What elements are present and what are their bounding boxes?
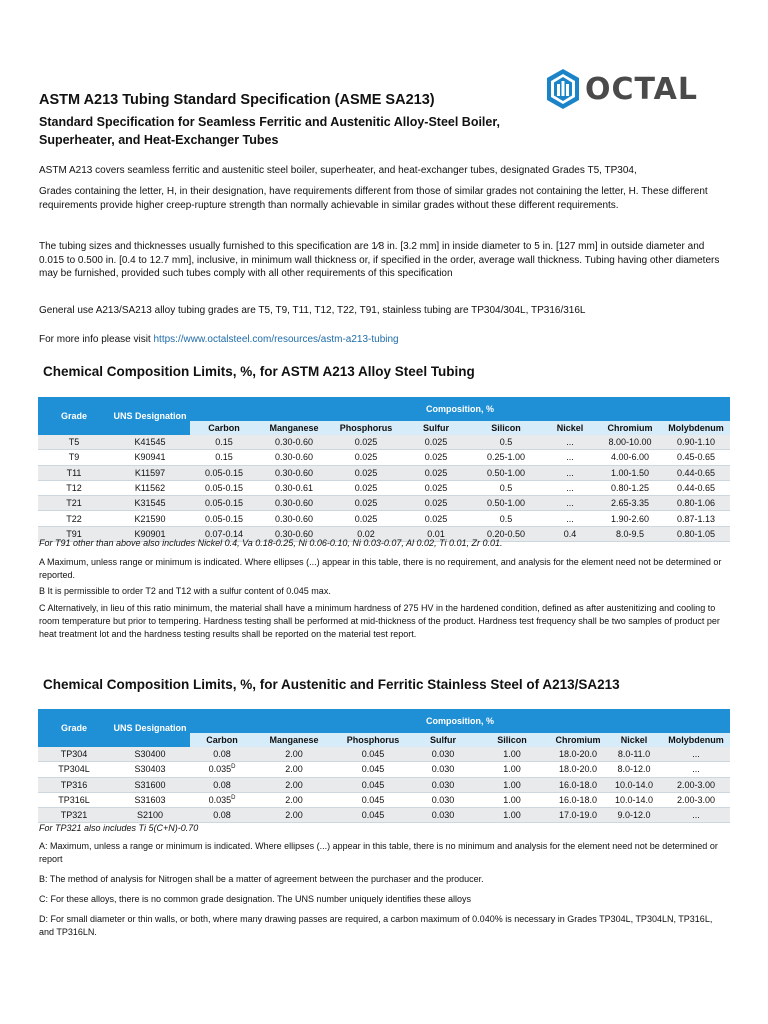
table-cell-p — [334, 747, 412, 762]
table-cell-grade — [38, 792, 110, 807]
table-cell-si — [470, 435, 542, 450]
cell-value: ... — [692, 810, 700, 821]
table-cell-mo — [662, 465, 730, 480]
table-cell-uns — [110, 792, 190, 807]
cell-value: 0.025 — [424, 437, 448, 448]
table-cell-cr — [550, 762, 606, 777]
table-cell-c — [190, 496, 258, 511]
cell-value: 0.045 — [361, 795, 385, 806]
table-cell-si — [470, 465, 542, 480]
intro-paragraph-4: General use A213/SA213 alloy tubing grades are T5, T9, T11, T12, T22, T91, stainless tubing are TP304/304L, TP316/316L — [39, 305, 586, 316]
cell-value: 0.20-0.50 — [486, 528, 526, 539]
cell-value: S31600 — [134, 779, 166, 790]
cell-value: 0.025 — [424, 498, 448, 509]
table-cell-si — [474, 777, 550, 792]
table-cell-si — [470, 496, 542, 511]
table-cell-p — [334, 762, 412, 777]
column-header: Phosphorus — [330, 421, 402, 435]
table-row — [38, 465, 730, 480]
table-cell-p — [334, 808, 412, 823]
column-header: Sulfur — [412, 733, 474, 747]
cell-value: 0.5 — [499, 437, 513, 448]
cell-value: 0.030 — [431, 795, 455, 806]
cell-value: 0.87-1.13 — [676, 513, 716, 524]
table-cell-p — [330, 435, 402, 450]
table-cell-uns — [110, 762, 190, 777]
cell-value: 17.0-19.0 — [558, 810, 598, 821]
table-cell-cr — [598, 511, 662, 526]
cell-value: 2.00-3.00 — [676, 779, 716, 790]
column-header: Chromium — [550, 733, 606, 747]
table-cell-ni — [606, 762, 662, 777]
table-cell-c — [190, 450, 258, 465]
table-cell-si — [470, 480, 542, 495]
table-cell-mn — [258, 435, 330, 450]
cell-value: TP304 — [60, 749, 88, 760]
cell-value: 0.08 — [213, 749, 231, 760]
cell-value: 0.25-1.00 — [486, 452, 526, 463]
cell-value: 0.05-0.15 — [204, 498, 244, 509]
intro-paragraph-1: ASTM A213 covers seamless ferritic and austenitic steel boiler, superheater, and heat-exchanger tubes, designated Grades T5, TP304, — [39, 165, 637, 176]
cell-value: 0.025 — [354, 437, 378, 448]
cell-value: ... — [692, 749, 700, 760]
table-cell-s — [412, 762, 474, 777]
cell-value: 0.05-0.15 — [204, 513, 244, 524]
grade-header: Grade — [38, 397, 110, 435]
cell-value: T11 — [66, 467, 82, 478]
table-cell-p — [330, 496, 402, 511]
cell-value: 8.0-9.5 — [615, 528, 645, 539]
table-cell-s — [402, 435, 470, 450]
table-cell-mn — [254, 777, 334, 792]
octal-logo-icon — [545, 68, 581, 110]
table-cell-si — [470, 511, 542, 526]
table-cell-mn — [254, 762, 334, 777]
table-cell-ni — [606, 777, 662, 792]
section-2-note-c: C: For these alloys, there is no common grade designation. The UNS number uniquely identifies these alloys — [39, 894, 472, 904]
cell-value: 0.02 — [357, 528, 375, 539]
table-cell-cr — [598, 450, 662, 465]
cell-value: 0.4 — [563, 528, 577, 539]
cell-value: 1.00 — [503, 779, 521, 790]
composition-header: Composition, % — [190, 709, 730, 733]
table-cell-p — [334, 792, 412, 807]
table-cell-s — [402, 465, 470, 480]
cell-value: 0.045 — [361, 810, 385, 821]
cell-value: 0.030 — [431, 779, 455, 790]
table-cell-p — [334, 777, 412, 792]
cell-value: 2.00 — [285, 795, 303, 806]
cell-value: 1.00 — [503, 810, 521, 821]
table-cell-si — [474, 808, 550, 823]
table-row — [38, 762, 730, 777]
column-header: Sulfur — [402, 421, 470, 435]
table-cell-grade — [38, 465, 110, 480]
cell-value: 8.00-10.00 — [608, 437, 652, 448]
cell-value: K31545 — [134, 498, 166, 509]
table-cell-s — [402, 511, 470, 526]
cell-value: 0.030 — [431, 749, 455, 760]
table-cell-mn — [254, 792, 334, 807]
table-cell-s — [412, 777, 474, 792]
cell-value: 10.0-14.0 — [614, 779, 654, 790]
cell-value: 0.50-1.00 — [486, 498, 526, 509]
cell-value: 0.025 — [424, 483, 448, 494]
table-cell-mn — [258, 465, 330, 480]
table-cell-s — [402, 496, 470, 511]
stainless-composition-table — [38, 709, 730, 823]
cell-value: 0.030 — [431, 764, 455, 775]
cell-value: 0.05-0.15 — [204, 467, 244, 478]
table-cell-ni — [606, 808, 662, 823]
cell-value: 0.08 — [213, 779, 231, 790]
section-2-note-d: D: For small diameter or thin walls, or both, where many drawing passes are required, a carbon maximum of 0.040% is necessary in Grades TP304L, TP304LN, TP316L, and TP316LN. — [39, 914, 713, 937]
cell-value: 0.90-1.10 — [676, 437, 716, 448]
table-cell-mo — [662, 450, 730, 465]
intro-paragraph-2: Grades containing the letter, H, in their designation, have requirements different from those of similar grades not containing the letter, H. These different requirements provide higher creep-rupture strength than normally achievable in similar grades without these different requirements. — [39, 186, 708, 211]
table-cell-c — [190, 792, 254, 807]
table-cell-mn — [258, 511, 330, 526]
column-header: Carbon — [190, 733, 254, 747]
cell-value: 8.0-12.0 — [617, 764, 651, 775]
cell-value: 2.00 — [285, 764, 303, 775]
table-cell-cr — [550, 747, 606, 762]
cell-value: 0.80-1.05 — [676, 528, 716, 539]
cell-value: 0.30-0.60 — [274, 437, 314, 448]
cell-value: 0.035 — [208, 764, 232, 775]
cell-value: 0.01 — [427, 528, 445, 539]
cell-value: ... — [566, 498, 574, 509]
table-cell-uns — [110, 450, 190, 465]
cell-value: ... — [566, 483, 574, 494]
table-cell-cr — [598, 435, 662, 450]
table-cell-cr — [598, 480, 662, 495]
cell-value: TP321 — [60, 810, 88, 821]
cell-value: 0.5 — [499, 483, 513, 494]
table-row — [38, 496, 730, 511]
cell-value: ... — [566, 513, 574, 524]
cell-value: TP304L — [58, 764, 90, 775]
intro-paragraph-3: The tubing sizes and thicknesses usually furnished to this specification are 1⁄8 in. [3.2 mm] in inside diameter to 5 in. [127 mm] in outside diameter and 0.015 to 0.500 in. [0.4 to 12.7 mm], inclusive, in minimum wall thickness or, if specified in the order, average wall thickness. Tubing having other diameters may be furnished, provided such tubes comply with all other requirements of this specification — [39, 241, 720, 279]
cell-value: 0.80-1.25 — [610, 483, 650, 494]
cell-value: ... — [692, 764, 700, 775]
cell-value: 0.030 — [431, 810, 455, 821]
table-row — [38, 480, 730, 495]
page-title: ASTM A213 Tubing Standard Specification (ASME SA213) — [39, 92, 435, 108]
column-header: Silicon — [470, 421, 542, 435]
table-cell-mo — [662, 511, 730, 526]
cell-value: 10.0-14.0 — [614, 795, 654, 806]
table-cell-grade — [38, 808, 110, 823]
cell-value: 0.30-0.60 — [274, 528, 314, 539]
table-cell-cr — [550, 777, 606, 792]
cell-value: 0.08 — [213, 810, 231, 821]
table-cell-mn — [258, 480, 330, 495]
table-cell-s — [412, 747, 474, 762]
cell-value: T5 — [68, 437, 80, 448]
cell-value: 2.00 — [285, 749, 303, 760]
cell-value: 2.00-3.00 — [676, 795, 716, 806]
cell-value: ... — [566, 467, 574, 478]
table-row — [38, 777, 730, 792]
table-cell-si — [474, 762, 550, 777]
cell-value: 0.025 — [354, 513, 378, 524]
column-header: Silicon — [474, 733, 550, 747]
table-cell-ni — [542, 450, 598, 465]
cell-value: 9.0-12.0 — [617, 810, 651, 821]
table-cell-mo — [662, 792, 730, 807]
table-cell-uns — [110, 465, 190, 480]
cell-value: 0.025 — [354, 498, 378, 509]
cell-value: T12 — [66, 483, 82, 494]
column-header: Molybdenum — [662, 421, 730, 435]
cell-value: 0.045 — [361, 764, 385, 775]
table-cell-p — [330, 480, 402, 495]
table-cell-grade — [38, 762, 110, 777]
more-info-link[interactable]: https://www.octalsteel.com/resources/astm-a213-tubing — [153, 334, 399, 345]
table-cell-uns — [110, 777, 190, 792]
cell-value: 0.025 — [424, 513, 448, 524]
table-cell-si — [474, 792, 550, 807]
cell-value: S31603 — [134, 795, 166, 806]
composition-header: Composition, % — [190, 397, 730, 421]
table-cell-c — [190, 808, 254, 823]
column-header: Nickel — [606, 733, 662, 747]
cell-value: 8.0-11.0 — [617, 749, 651, 760]
column-header: Chromium — [598, 421, 662, 435]
cell-value: T22 — [66, 513, 82, 524]
cell-value: T21 — [66, 498, 82, 509]
cell-value: 0.045 — [361, 779, 385, 790]
cell-value: 2.00 — [285, 779, 303, 790]
table-cell-s — [412, 808, 474, 823]
cell-value: K90941 — [134, 452, 166, 463]
table-cell-c — [190, 511, 258, 526]
table-cell-uns — [110, 808, 190, 823]
table-cell-mo — [662, 480, 730, 495]
footnote-marker: D — [231, 795, 236, 802]
cell-value: K90901 — [134, 528, 166, 539]
column-header: Manganese — [254, 733, 334, 747]
cell-value: 0.025 — [354, 483, 378, 494]
table-cell-mo — [662, 747, 730, 762]
column-header: Carbon — [190, 421, 258, 435]
section-2-footnote: For TP321 also includes Ti 5(C+N)-0.70 — [39, 823, 199, 833]
table-cell-uns — [110, 480, 190, 495]
cell-value: 4.00-6.00 — [610, 452, 650, 463]
section-1-note-c: C Alternatively, in lieu of this ratio minimum, the material shall have a minimum hardness of 275 HV in the hardened condition, defined as after austenitizing and cooling to room temperature but prior to tempering. Hardness testing shall be performed at mid-thickness of the product. Hardness test frequency shall be two samples of product per heat treatment lot and the hardness testing results shall be reported on the material test report. — [39, 603, 720, 639]
table-cell-ni — [542, 465, 598, 480]
cell-value: 0.025 — [424, 467, 448, 478]
table-cell-p — [330, 450, 402, 465]
cell-value: T9 — [68, 452, 80, 463]
cell-value: 1.00 — [503, 795, 521, 806]
table-cell-mo — [662, 808, 730, 823]
cell-value: 0.15 — [215, 452, 233, 463]
octal-logo — [545, 66, 710, 116]
cell-value: 0.50-1.00 — [486, 467, 526, 478]
table-row — [38, 747, 730, 762]
table-row — [38, 808, 730, 823]
cell-value: S30400 — [134, 749, 166, 760]
cell-value: 1.00-1.50 — [610, 467, 650, 478]
table-cell-ni — [542, 435, 598, 450]
cell-value: 0.025 — [354, 467, 378, 478]
section-2-note-a: A: Maximum, unless a range or minimum is indicated. Where ellipses (...) appear in this table, there is no minimum and analysis for the element need not be determined or report — [39, 841, 718, 864]
table-cell-mn — [254, 808, 334, 823]
table-cell-cr — [550, 792, 606, 807]
table-cell-cr — [598, 496, 662, 511]
cell-value: 0.025 — [424, 452, 448, 463]
cell-value: TP316L — [58, 795, 90, 806]
table-cell-ni — [542, 496, 598, 511]
cell-value: 18.0-20.0 — [558, 749, 598, 760]
cell-value: K11597 — [134, 467, 166, 478]
cell-value: 0.30-0.60 — [274, 498, 314, 509]
table-row — [38, 450, 730, 465]
cell-value: K11562 — [134, 483, 166, 494]
table-cell-s — [402, 480, 470, 495]
cell-value: 16.0-18.0 — [558, 779, 598, 790]
table-cell-c — [190, 465, 258, 480]
cell-value: 0.025 — [354, 452, 378, 463]
table-cell-mn — [258, 450, 330, 465]
cell-value: 2.00 — [285, 810, 303, 821]
page-subtitle: Standard Specification for Seamless Ferritic and Austenitic Alloy-Steel Boiler, Superheater, and Heat-Exchanger Tubes — [39, 115, 501, 147]
cell-value: T91 — [66, 528, 82, 539]
cell-value: 18.0-20.0 — [558, 764, 598, 775]
cell-value: 2.65-3.35 — [610, 498, 650, 509]
table-row — [38, 435, 730, 450]
section-1-note-a: A Maximum, unless range or minimum is indicated. Where ellipses (...) appear in this table, there is no requirement, and analysis for the element need not be determined or reported. — [39, 557, 722, 580]
footnote-marker: D — [231, 764, 236, 771]
column-header: Nickel — [542, 421, 598, 435]
cell-value: 0.80-1.06 — [676, 498, 716, 509]
table-cell-c — [190, 747, 254, 762]
table-cell-ni — [542, 480, 598, 495]
table-row — [38, 511, 730, 526]
uns-header: UNS Designation — [110, 397, 190, 435]
cell-value: 0.30-0.60 — [274, 452, 314, 463]
table-cell-grade — [38, 435, 110, 450]
uns-header: UNS Designation — [110, 709, 190, 747]
cell-value: 1.90-2.60 — [610, 513, 650, 524]
table-cell-grade — [38, 747, 110, 762]
table-cell-cr — [598, 465, 662, 480]
table-cell-s — [412, 792, 474, 807]
cell-value: 0.035 — [208, 795, 232, 806]
section-1-note-b: B It is permissible to order T2 and T12 with a sulfur content of 0.045 max. — [39, 586, 331, 596]
grade-header: Grade — [38, 709, 110, 747]
table-cell-c — [190, 777, 254, 792]
cell-value: 0.045 — [361, 749, 385, 760]
cell-value: ... — [566, 452, 574, 463]
table-cell-mo — [662, 496, 730, 511]
table-row — [38, 792, 730, 807]
table-cell-s — [402, 450, 470, 465]
cell-value: 1.00 — [503, 764, 521, 775]
more-info-label: For more info please visit — [39, 334, 154, 345]
table-cell-c — [190, 762, 254, 777]
table-cell-uns — [110, 747, 190, 762]
table-cell-grade — [38, 511, 110, 526]
cell-value: 0.5 — [499, 513, 513, 524]
table-cell-grade — [38, 480, 110, 495]
cell-value: ... — [566, 437, 574, 448]
cell-value: 0.45-0.65 — [676, 452, 716, 463]
table-cell-grade — [38, 450, 110, 465]
table-cell-mo — [662, 435, 730, 450]
table-cell-grade — [38, 496, 110, 511]
cell-value: S30403 — [134, 764, 166, 775]
column-header: Molybdenum — [662, 733, 730, 747]
table-cell-uns — [110, 496, 190, 511]
table-cell-mn — [258, 496, 330, 511]
cell-value: 0.30-0.61 — [274, 483, 314, 494]
table-cell-uns — [110, 511, 190, 526]
table-cell-ni — [542, 511, 598, 526]
table-cell-ni — [606, 747, 662, 762]
cell-value: 16.0-18.0 — [558, 795, 598, 806]
table-cell-c — [190, 480, 258, 495]
table-cell-p — [330, 511, 402, 526]
column-header: Phosphorus — [334, 733, 412, 747]
cell-value: K21590 — [134, 513, 166, 524]
logo-text: OCTAL — [585, 72, 698, 107]
table-cell-mn — [254, 747, 334, 762]
cell-value: 0.05-0.15 — [204, 483, 244, 494]
section-1-footnote: For T91 other than above also includes Nickel 0.4, Va 0.18-0.25, Ni 0.06-0.10, Ni 0.03-0.07, Al 0.02, Ti 0.01, Zr 0.01. — [39, 538, 503, 548]
table-cell-mo — [662, 762, 730, 777]
table-cell-cr — [550, 808, 606, 823]
more-info-line — [39, 333, 729, 347]
table-cell-ni — [606, 792, 662, 807]
cell-value: 0.30-0.60 — [274, 467, 314, 478]
cell-value: 0.15 — [215, 437, 233, 448]
section-2-heading: Chemical Composition Limits, %, for Austenitic and Ferritic Stainless Steel of A213/SA213 — [43, 677, 620, 692]
alloy-composition-table — [38, 397, 730, 542]
cell-value: TP316 — [60, 779, 88, 790]
cell-value: S2100 — [136, 810, 164, 821]
cell-value: 0.30-0.60 — [274, 513, 314, 524]
table-cell-c — [190, 435, 258, 450]
column-header: Manganese — [258, 421, 330, 435]
cell-value: 0.44-0.65 — [676, 467, 716, 478]
table-cell-si — [474, 747, 550, 762]
table-cell-mo — [662, 777, 730, 792]
section-2-note-b: B: The method of analysis for Nitrogen shall be a matter of agreement between the purchaser and the producer. — [39, 874, 484, 884]
table-cell-uns — [110, 435, 190, 450]
cell-value: 0.07-0.14 — [204, 528, 244, 539]
cell-value: 1.00 — [503, 749, 521, 760]
cell-value: 0.44-0.65 — [676, 483, 716, 494]
cell-value: K41545 — [134, 437, 166, 448]
table-cell-si — [470, 450, 542, 465]
table-cell-grade — [38, 777, 110, 792]
table-cell-p — [330, 465, 402, 480]
section-1-heading: Chemical Composition Limits, %, for ASTM A213 Alloy Steel Tubing — [43, 364, 475, 379]
